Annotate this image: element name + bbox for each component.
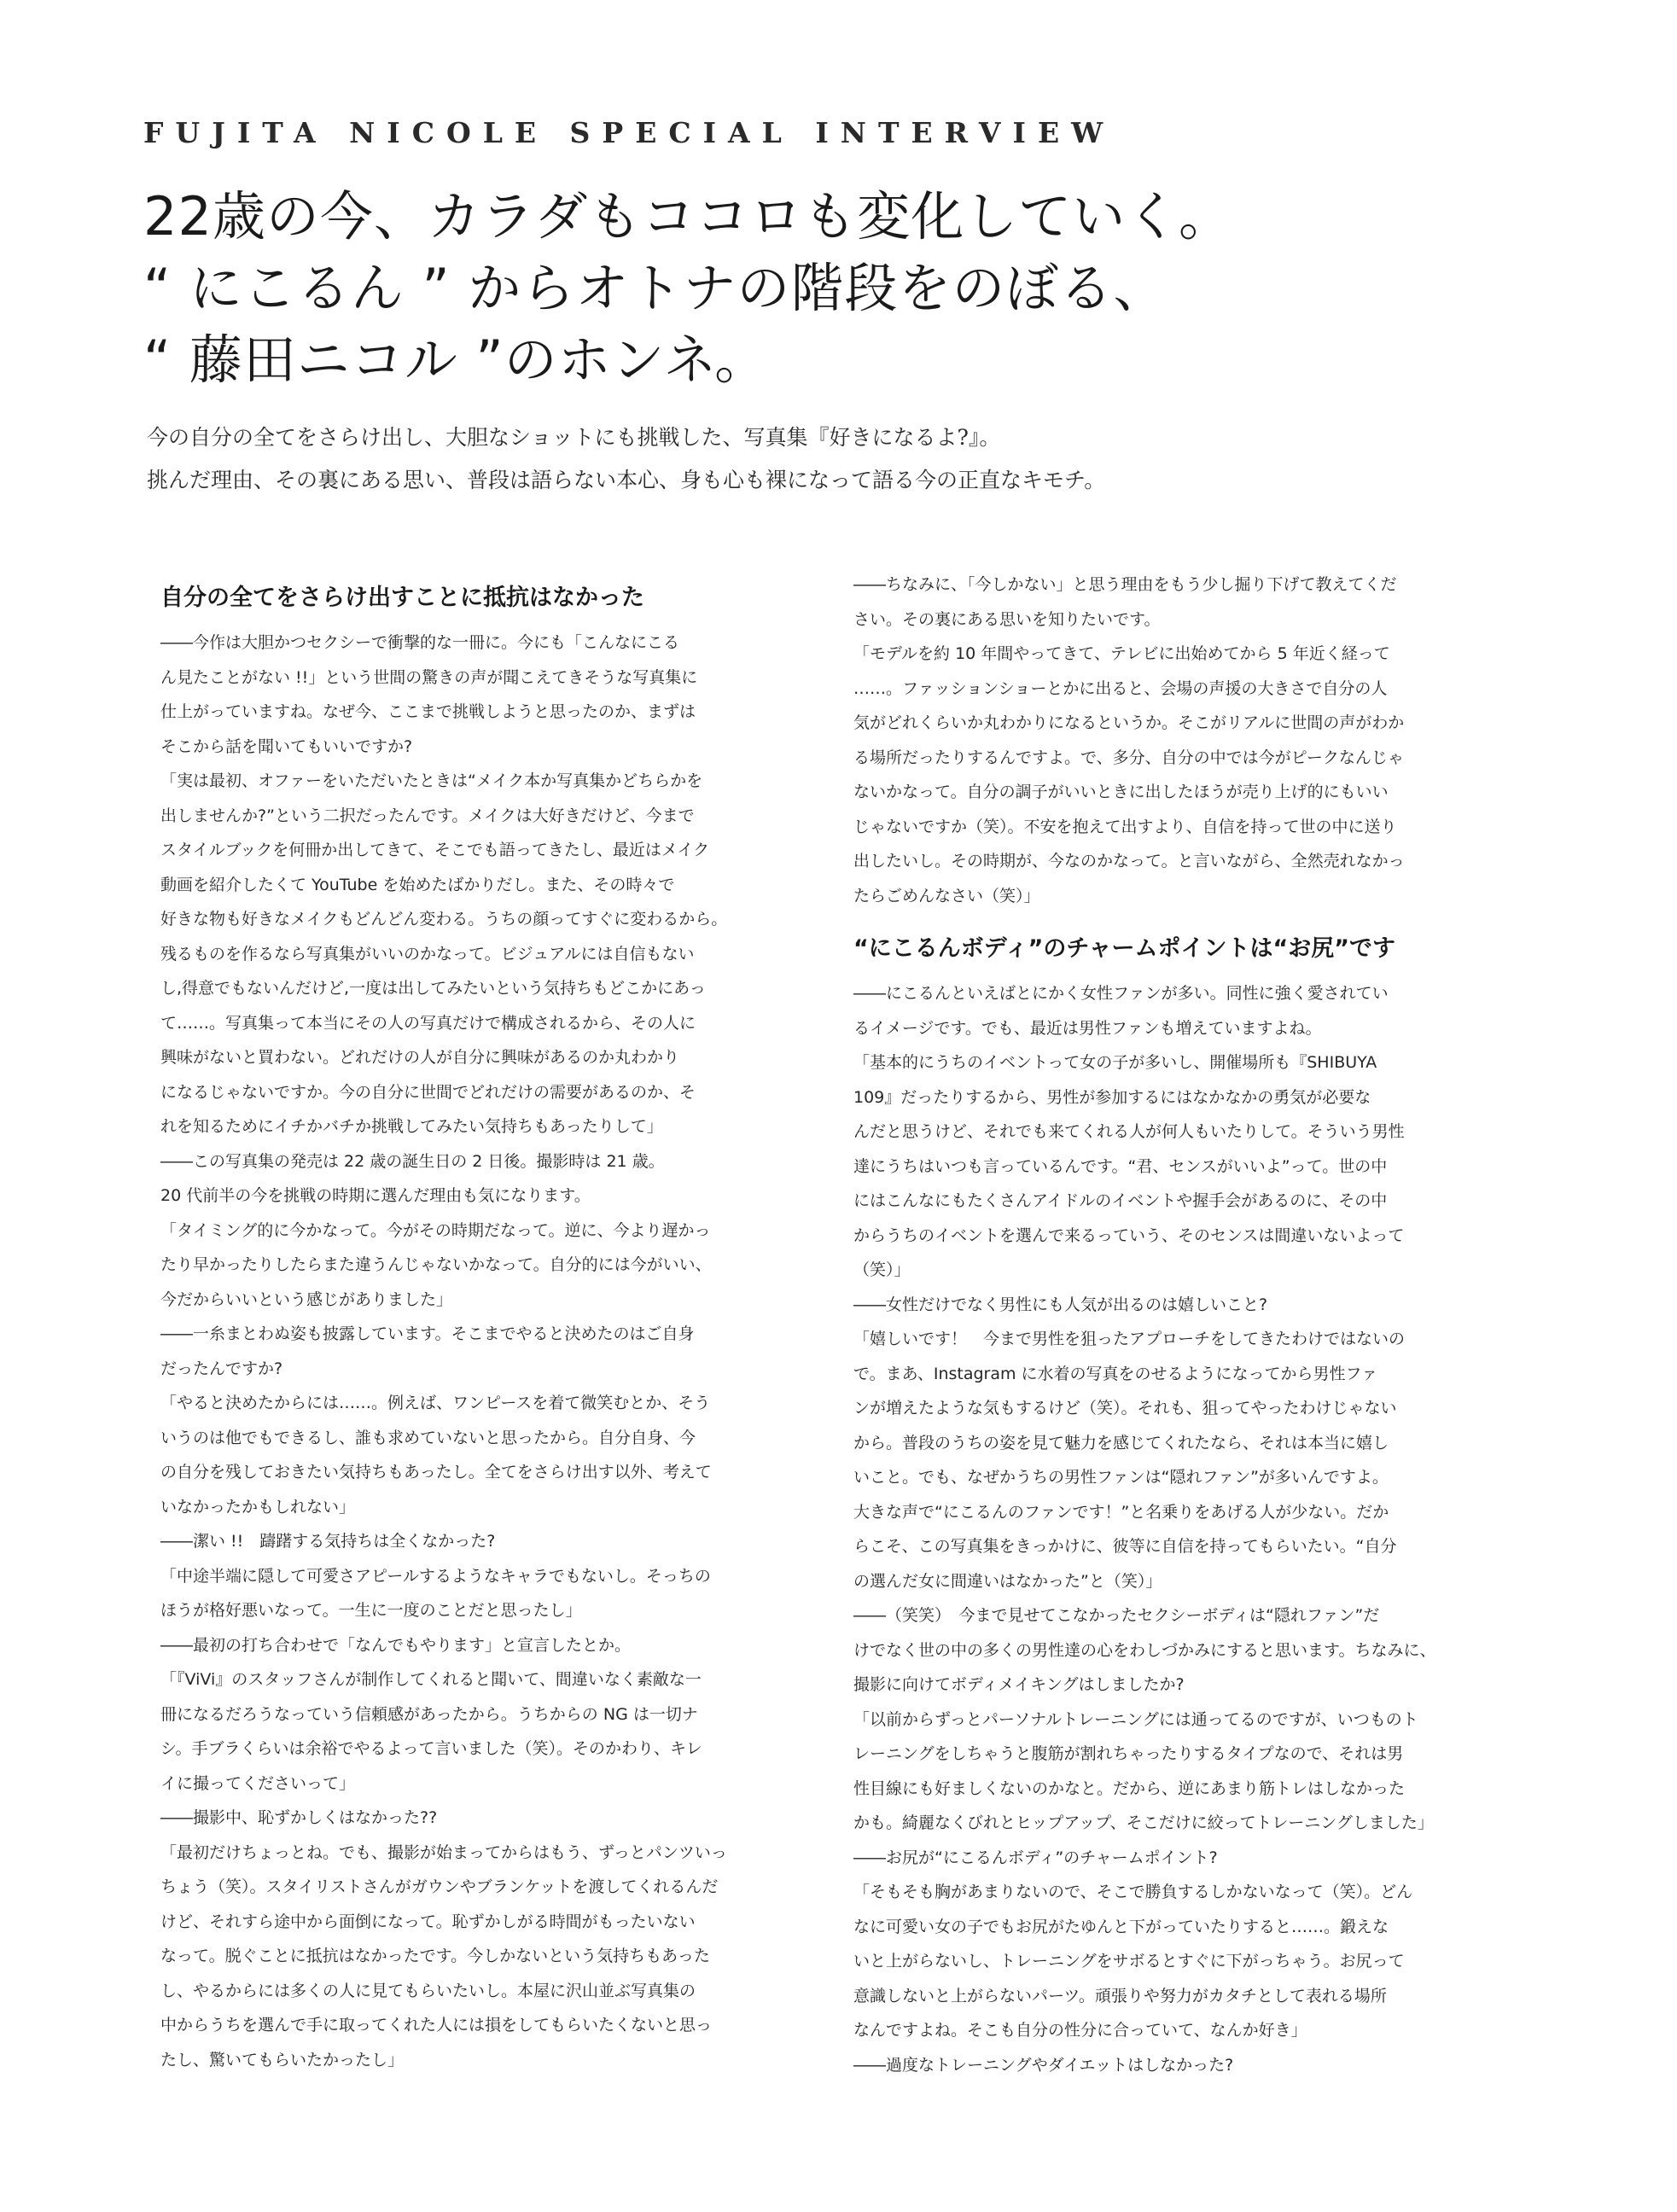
body-line: そこから話を聞いてもいいですか? bbox=[160, 736, 413, 756]
body-line: ほうが格好悪いなって。一生に一度のことだと思ったし」 bbox=[160, 1601, 582, 1620]
headline-line: “ にこるん ” からオトナの階段をのぼる、 bbox=[143, 257, 1167, 319]
body-line: る場所だったりするんですよ。で、多分、自分の中では今がピークなんじゃ bbox=[853, 748, 1404, 767]
right-column bbox=[853, 568, 1442, 2082]
body-line: 残るものを作るなら写真集がいいのかなって。ビジュアルには自信もない bbox=[160, 944, 695, 963]
body-line: 「最初だけちょっとね。でも、撮影が始まってからはもう、ずっとパンツいっ bbox=[160, 1842, 727, 1862]
body-line: 性目線にも好ましくないのかなと。だから、逆にあまり筋トレはしなかった bbox=[853, 1778, 1406, 1798]
body-line: んだと思うけど、それでも来てくれる人が何人もいたりして。そういう男性 bbox=[853, 1122, 1405, 1141]
body-line: ――過度なトレーニングやダイエットはしなかった? bbox=[853, 2055, 1234, 2075]
body-line: 20 代前半の今を挑戦の時期に選んだ理由も気になります。 bbox=[160, 1186, 591, 1205]
body-line: て……。写真集って本当にその人の写真だけで構成されるから、その人に bbox=[160, 1013, 696, 1033]
body-line: レーニングをしちゃうと腹筋が割れちゃったりするタイプなので、それは男 bbox=[853, 1744, 1404, 1763]
body-line: 中からうちを選んで手に取ってくれた人には損をしてもらいたくないと思っ bbox=[160, 2016, 713, 2034]
body-line: 「そもそも胸があまりないので、そこで勝負するしかないなって（笑）。どん bbox=[853, 1883, 1413, 1901]
body-line: るイメージです。でも、最近は男性ファンも増えていますよね。 bbox=[853, 1018, 1322, 1038]
body-line: いうのは他でもできるし、誰も求めていないと思ったから。自分自身、今 bbox=[160, 1428, 696, 1447]
headline-line: “ 藤田ニコル ”のホンネ。 bbox=[143, 329, 769, 391]
body-line: 「以前からずっとパーソナルトレーニングには通ってるのですが、いつものト bbox=[853, 1709, 1418, 1729]
body-line: ――潔い !! 躊躇する気持ちは全くなかった? bbox=[160, 1532, 496, 1551]
body-line: からうちのイベントを選んで来るっていう、そのセンスは間違いないよって bbox=[853, 1225, 1405, 1245]
body-line: 「実は最初、オファーをいただいたときは“メイク本か写真集かどちらかを bbox=[160, 771, 703, 790]
section-heading: 自分の全てをさらけ出すことに抵抗はなかった bbox=[160, 585, 644, 611]
body-line: ちょう（笑）。スタイリストさんがガウンやブランケットを渡してくれるんだ bbox=[160, 1877, 719, 1896]
body-line: 「やると決めたからには……。例えば、ワンピースを着て微笑むとか、そう bbox=[160, 1394, 711, 1412]
body-line: かも。綺麗なくびれとヒップアップ、そこだけに絞ってトレーニングしました」 bbox=[853, 1813, 1434, 1832]
body-line: ――女性だけでなく男性にも人気が出るのは嬉しいこと? bbox=[853, 1295, 1268, 1314]
body-line: 「基本的にうちのイベントって女の子が多いし、開催場所も『SHIBUYA bbox=[853, 1053, 1377, 1072]
body-line: だったんですか? bbox=[160, 1359, 283, 1378]
lead-paragraph bbox=[147, 416, 1105, 502]
body-line: ――この写真集の発売は 22 歳の誕生日の 2 日後。撮影時は 21 歳。 bbox=[160, 1151, 665, 1171]
body-line: スタイルブックを何冊か出してきて、そこでも語ってきたし、最近はメイク bbox=[160, 841, 710, 859]
lead-line: 今の自分の全てをさらけ出し、大胆なショットにも挑戦した、写真集『好きになるよ?』。 bbox=[147, 425, 1001, 450]
body-line: れを知るためにイチかバチか挑戦してみたい気持ちもあったりして」 bbox=[160, 1117, 663, 1136]
body-line: ――一糸まとわぬ姿も披露しています。そこまでやると決めたのはご自身 bbox=[160, 1324, 695, 1343]
body-line: ん見たことがない !!」という世間の驚きの声が聞こえてきそうな写真集に bbox=[160, 667, 698, 687]
body-line: 「タイミング的に今かなって。今がその時期だなって。逆に、今より遅かっ bbox=[160, 1220, 711, 1240]
body-line: いと上がらないし、トレーニングをサボるとすぐに下がっちゃう。お尻って bbox=[853, 1952, 1405, 1970]
body-line: シ。手ブラくらいは余裕でやるよって言いました（笑）。そのかわり、キレ bbox=[160, 1739, 702, 1758]
body-line: ――撮影中、恥ずかしくはなかった?? bbox=[160, 1808, 438, 1827]
body-line: ンが増えたような気もするけど（笑）。それも、狙ってやったわけじゃない bbox=[853, 1399, 1397, 1417]
body-line: じゃないですか（笑）。不安を抱えて出すより、自信を持って世の中に送り bbox=[853, 817, 1397, 836]
body-line: いなかったかもしれない」 bbox=[160, 1497, 356, 1516]
body-line: （笑）」 bbox=[853, 1260, 911, 1279]
body-line: 「モデルを約 10 年間やってきて、テレビに出始めてから 5 年近く経って bbox=[853, 644, 1390, 663]
body-line: 達にうちはいつも言っているんです。“君、センスがいいよ”って。世の中 bbox=[853, 1156, 1388, 1176]
headline bbox=[143, 181, 1232, 396]
body-line: ――ちなみに、「今しかない」と思う理由をもう少し掘り下げて教えてくだ bbox=[853, 575, 1397, 594]
body-line: 出しませんか?”という二択だったんです。メイクは大好きだけど、今まで bbox=[160, 806, 695, 825]
body-line: ――（笑笑） 今まで見せてこなかったセクシーボディは“隠れファン”だ bbox=[853, 1606, 1380, 1625]
body-line: 「中途半端に隠して可愛さアピールするようなキャラでもないし。そっちの bbox=[160, 1566, 711, 1586]
body-line: 「嬉しいです！ 今まで男性を狙ったアプローチをしてきたわけではないの bbox=[853, 1330, 1406, 1348]
body-line: 今だからいいという感じがありました」 bbox=[160, 1289, 453, 1309]
left-column-body bbox=[160, 626, 749, 2077]
body-line: 大きな声で“にこるんのファンです！”と名乗りをあげる人が少ない。だか bbox=[853, 1502, 1389, 1522]
body-line: になるじゃないですか。今の自分に世間でどれだけの需要があるのか、そ bbox=[160, 1082, 696, 1102]
body-line: 冊になるだろうなっていう信頼感があったから。うちからの NG は一切ナ bbox=[160, 1704, 698, 1724]
body-line: 撮影に向けてボディメイキングはしましたか? bbox=[853, 1675, 1185, 1694]
body-line: ――お尻が“にこるんボディ”のチャームポイント? bbox=[853, 1848, 1218, 1867]
body-line: 動画を紹介したくて YouTube を始めたばかりだし。また、その時々で bbox=[160, 875, 675, 894]
body-line: 好きな物も好きなメイクもどんどん変わる。うちの顔ってすぐに変わるから。 bbox=[160, 910, 728, 928]
body-line: さい。その裏にある思いを知りたいです。 bbox=[853, 609, 1161, 629]
body-line: 仕上がっていますね。なぜ今、ここまで挑戦しようと思ったのか、まずは bbox=[160, 702, 696, 721]
body-line: たらごめんなさい（笑）」 bbox=[853, 886, 1040, 905]
left-column bbox=[160, 568, 749, 2077]
right-column-body bbox=[853, 976, 1442, 2082]
body-line: けど、それすら途中から面倒になって。恥ずかしがる時間がもったいない bbox=[160, 1912, 696, 1931]
body-line: いこと。でも、なぜかうちの男性ファンは“隠れファン”が多いんですよ。 bbox=[853, 1468, 1389, 1487]
body-line: けでなく世の中の多くの男性達の心をわしづかみにすると思います。ちなみに、 bbox=[853, 1640, 1436, 1660]
headline-line: 22歳の今、カラダもココロも変化していく。 bbox=[143, 185, 1233, 247]
body-line: ――最初の打ち合わせで「なんでもやります」と宣言したとか。 bbox=[160, 1635, 632, 1655]
body-line: から。普段のうちの姿を見て魅力を感じてくれたなら、それは本当に嬉し bbox=[853, 1433, 1389, 1452]
body-line: 109』だったりするから、男性が参加するにはなかなかの勇気が必要な bbox=[853, 1087, 1371, 1107]
body-line: 興味がないと買わない。どれだけの人が自分に興味があるのか丸わかり bbox=[160, 1048, 680, 1067]
body-line: イに撮ってくださいって」 bbox=[160, 1773, 356, 1793]
body-line: ――にこるんといえばとにかく女性ファンが多い。同性に強く愛されてい bbox=[853, 984, 1389, 1003]
body-line: で。まあ、Instagram に水着の写真をのせるようになってから男性ファ bbox=[853, 1364, 1378, 1383]
body-line: たし、驚いてもらいたかったし」 bbox=[160, 2050, 405, 2069]
body-line: ……。ファッションショーとかに出ると、会場の声援の大きさで自分の人 bbox=[853, 678, 1388, 698]
section-heading: “にこるんボディ”のチャームポイントは“お尻”です bbox=[853, 935, 1396, 962]
series-kicker: FUJITA NICOLE SPECIAL INTERVIEW bbox=[143, 116, 1115, 149]
body-line: 「『ViVi』のスタッフさんが制作してくれると聞いて、間違いなく素敵な一 bbox=[160, 1670, 702, 1689]
body-line: 意識しないと上がらないパーツ。頑張りや努力がカタチとして表れる場所 bbox=[853, 1986, 1387, 2005]
body-line: ――今作は大胆かつセクシーで衝撃的な一冊に。今にも「こんなにこる bbox=[160, 633, 680, 652]
body-line: し、やるからには多くの人に見てもらいたいし。本屋に沢山並ぶ写真集の bbox=[160, 1981, 696, 2000]
body-line: 出したいし。その時期が、今なのかなって。と言いながら、全然売れなかっ bbox=[853, 852, 1405, 870]
right-column-body-top bbox=[853, 568, 1442, 913]
body-line: にはこんなにもたくさんアイドルのイベントや握手会があるのに、その中 bbox=[853, 1191, 1388, 1210]
body-line: なって。脱ぐことに抵抗はなかったです。今しかないという気持ちもあった bbox=[160, 1947, 710, 1965]
body-line: らこそ、この写真集をきっかけに、彼等に自信を持ってもらいたい。“自分 bbox=[853, 1537, 1397, 1556]
body-line: の自分を残しておきたい気持ちもあったし。全てをさらけ出す以外、考えて bbox=[160, 1463, 712, 1481]
body-line: の選んだ女に間違いはなかった”と（笑）」 bbox=[853, 1571, 1162, 1591]
body-line: 気がどれくらいか丸わかりになるというか。そこがリアルに世間の声がわか bbox=[853, 713, 1405, 732]
body-line: し,得意でもないんだけど,一度は出してみたいという気持ちもどこかにあっ bbox=[160, 979, 706, 998]
body-line: なんですよね。そこも自分の性分に合っていて、なんか好き」 bbox=[853, 2021, 1307, 2040]
lead-line: 挑んだ理由、その裏にある思い、普段は語らない本心、身も心も裸になって語る今の正直なキモチ。 bbox=[147, 468, 1106, 492]
body-line: ないかなって。自分の調子がいいときに出したほうが売り上げ的にもいい bbox=[853, 783, 1389, 801]
body-line: たり早かったりしたらまた違うんじゃないかなって。自分的には今がいい、 bbox=[160, 1255, 712, 1274]
body-line: なに可愛い女の子でもお尻がたゆんと下がっていたりすると……。鍛えな bbox=[853, 1917, 1389, 1936]
